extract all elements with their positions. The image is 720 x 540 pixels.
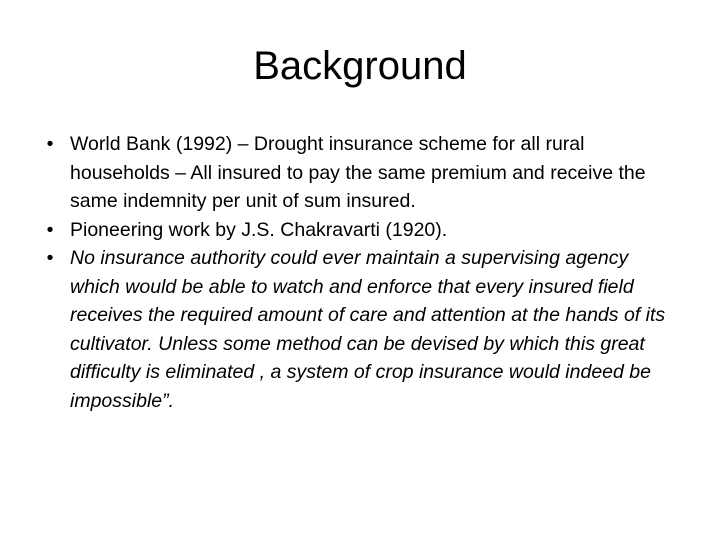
slide-title: Background <box>253 44 467 88</box>
bullet-list <box>36 130 676 415</box>
bullet-text-quote: No insurance authority could ever maintain a supervising agency which would be able to watch and enforce that every insured field receives the required amount of care and attention at the hands of its cultivator. Unless some method can be devised by which this great difficulty is eliminated , a system of crop insurance would indeed be impossible”. <box>70 247 666 412</box>
bullet-marker: • <box>46 247 54 269</box>
bullet-text: Pioneering work by J.S. Chakravarti (1920). <box>70 218 448 241</box>
bullet-marker: • <box>46 133 54 155</box>
bullet-text: World Bank (1992) – Drought insurance scheme for all rural households – All insured to pay the same premium and receive the same indemnity per unit of sum insured. <box>70 133 646 212</box>
bullet-item-chakravarti <box>36 216 676 245</box>
bullet-marker: • <box>46 218 54 241</box>
bullet-item-quote <box>36 244 676 415</box>
bullet-item-world-bank <box>36 130 676 216</box>
